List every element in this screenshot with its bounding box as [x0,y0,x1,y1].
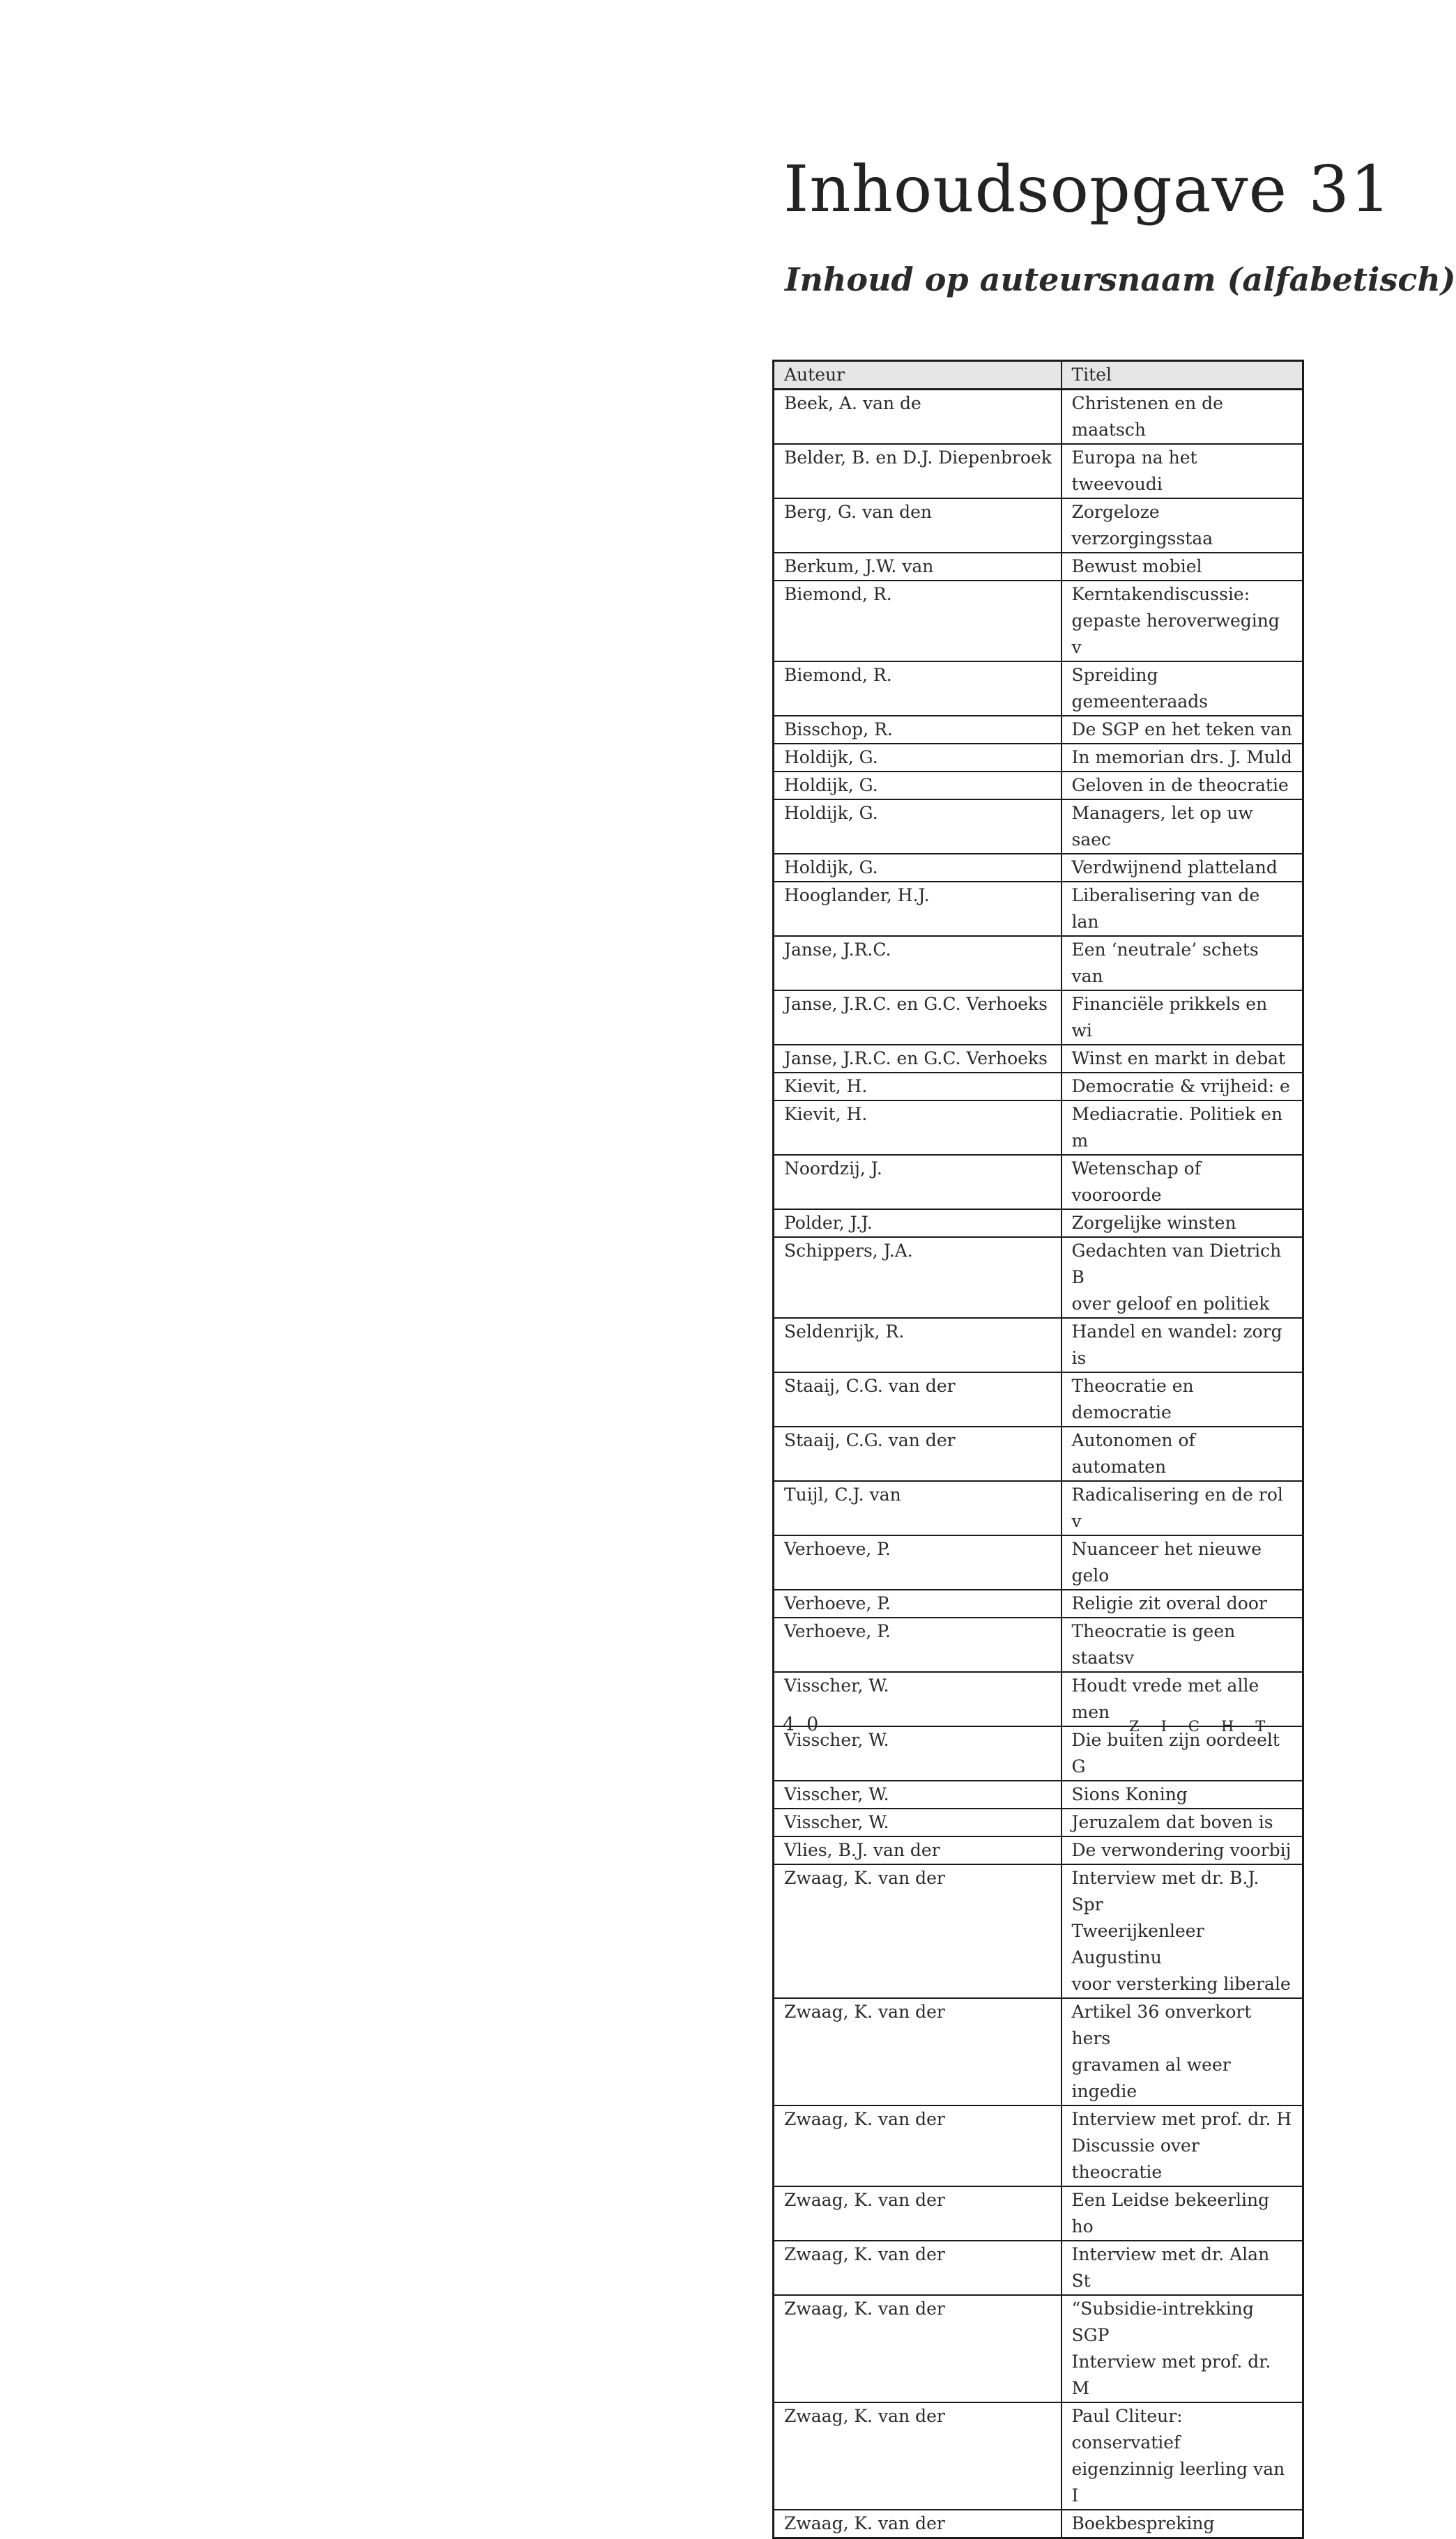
title-cell: Financiële prikkels en wi [1062,990,1303,1045]
table-row [774,1073,1303,1100]
title-cell: Radicalisering en de rol v [1062,1481,1303,1535]
title-cell: Geloven in de theocratie [1062,772,1303,799]
title-cell: Sions Koning [1062,1781,1303,1809]
author-cell: Staaij, C.G. van der [774,1427,1062,1481]
author-cell: Kievit, H. [774,1073,1062,1100]
table-row [774,1100,1303,1155]
table-row [774,498,1303,553]
author-cell: Schippers, J.A. [774,1237,1062,1318]
author-cell: Holdijk, G. [774,854,1062,882]
table-row [774,390,1303,445]
table-row [774,1427,1303,1481]
table-row [774,444,1303,498]
table-row [774,1481,1303,1535]
author-cell: Zwaag, K. van der [774,2510,1062,2538]
author-cell: Zwaag, K. van der [774,2105,1062,2186]
title-cell: Autonomen of automaten [1062,1427,1303,1481]
author-cell: Zwaag, K. van der [774,2186,1062,2241]
title-cell: Nuanceer het nieuwe gelo [1062,1535,1303,1590]
title-cell: Mediacratie. Politiek en m [1062,1100,1303,1155]
title-cell: Paul Cliteur: conservatief eigenzinnig leerling van I [1062,2402,1303,2510]
author-cell: Zwaag, K. van der [774,1998,1062,2105]
title-cell: Een Leidse bekeerling ho [1062,2186,1303,2241]
author-cell: Holdijk, G. [774,772,1062,799]
title-cell: Verdwijnend platteland [1062,854,1303,882]
author-cell: Seldenrijk, R. [774,1318,1062,1372]
table-row [774,1318,1303,1372]
table-row [774,1618,1303,1672]
title-cell: Bewust mobiel [1062,553,1303,581]
author-cell: Verhoeve, P. [774,1590,1062,1618]
title-cell: Religie zit overal door [1062,1590,1303,1618]
author-cell: Verhoeve, P. [774,1618,1062,1672]
title-cell: De SGP en het teken van [1062,716,1303,744]
author-cell: Noordzij, J. [774,1155,1062,1209]
table-row [774,716,1303,744]
title-cell: Christenen en de maatsch [1062,390,1303,445]
table-row [774,854,1303,882]
table-body [774,390,1303,2538]
table-row [774,2510,1303,2538]
page-number: 40 [783,1714,831,1735]
author-cell: Janse, J.R.C. [774,936,1062,990]
table-row [774,1237,1303,1318]
journal-name: ZICHT [1129,1718,1287,1735]
table-row [774,1781,1303,1809]
page-subtitle: Inhoud op auteursnaam (alfabetisch) [785,261,1456,298]
author-cell: Belder, B. en D.J. Diepenbroek [774,444,1062,498]
author-cell: Visscher, W. [774,1781,1062,1809]
author-cell: Verhoeve, P. [774,1535,1062,1590]
title-cell: “Subsidie-intrekking SGP Interview met prof. dr. M [1062,2295,1303,2402]
table-row [774,1045,1303,1073]
author-cell: Berg, G. van den [774,498,1062,553]
table-row [774,2186,1303,2241]
title-cell: Artikel 36 onverkort hers gravamen al weer ingedie [1062,1998,1303,2105]
table-row [774,2295,1303,2402]
author-cell: Zwaag, K. van der [774,2295,1062,2402]
title-cell: Spreiding gemeenteraads [1062,661,1303,716]
table-header [774,361,1303,390]
author-cell: Janse, J.R.C. en G.C. Verhoeks [774,990,1062,1045]
author-cell: Berkum, J.W. van [774,553,1062,581]
title-cell: Boekbespreking [1062,2510,1303,2538]
author-cell: Kievit, H. [774,1100,1062,1155]
table-row [774,1590,1303,1618]
author-cell: Biemond, R. [774,661,1062,716]
table-row [774,661,1303,716]
author-cell: Visscher, W. [774,1809,1062,1836]
table-row [774,553,1303,581]
table-row [774,772,1303,799]
table-row [774,1998,1303,2105]
title-cell: Een ‘neutrale’ schets van [1062,936,1303,990]
title-cell: Theocratie en democratie [1062,1372,1303,1427]
author-cell: Holdijk, G. [774,799,1062,854]
table-row [774,2402,1303,2510]
title-cell: Winst en markt in debat [1062,1045,1303,1073]
table-row [774,1155,1303,1209]
contents-table [772,360,1304,2539]
title-cell: Europa na het tweevoudi [1062,444,1303,498]
table-row [774,1372,1303,1427]
table-row [774,990,1303,1045]
title-cell: Wetenschap of vooroorde [1062,1155,1303,1209]
author-cell: Hooglander, H.J. [774,882,1062,936]
author-cell: Polder, J.J. [774,1209,1062,1237]
table-row [774,882,1303,936]
title-cell: Kerntakendiscussie: gepaste heroverweging v [1062,581,1303,661]
title-cell: In memorian drs. J. Muld [1062,744,1303,772]
title-cell: Jeruzalem dat boven is [1062,1809,1303,1836]
title-cell: Theocratie is geen staatsv [1062,1618,1303,1672]
table-row [774,2241,1303,2295]
author-cell: Zwaag, K. van der [774,2402,1062,2510]
title-cell: Zorgelijke winsten [1062,1209,1303,1237]
page-title: Inhoudsopgave 31 [783,152,1392,227]
table-row [774,2105,1303,2186]
column-header-title: Titel [1062,361,1303,390]
author-cell: Beek, A. van de [774,390,1062,445]
author-cell: Staaij, C.G. van der [774,1372,1062,1427]
author-cell: Zwaag, K. van der [774,1864,1062,1998]
author-cell: Tuijl, C.J. van [774,1481,1062,1535]
title-cell: Interview met dr. B.J. Spr Tweerijkenleer Augustinu voor versterking liberale [1062,1864,1303,1998]
column-header-author: Auteur [774,361,1062,390]
table-row [774,1535,1303,1590]
author-cell: Zwaag, K. van der [774,2241,1062,2295]
title-cell: Democratie & vrijheid: e [1062,1073,1303,1100]
author-cell: Visscher, W. [774,1672,1062,1726]
author-cell: Visscher, W. [774,1726,1062,1781]
table-row [774,1836,1303,1864]
title-cell: Interview met dr. Alan St [1062,2241,1303,2295]
table-row [774,799,1303,854]
author-cell: Biemond, R. [774,581,1062,661]
table-row [774,1809,1303,1836]
table-row [774,744,1303,772]
author-cell: Bisschop, R. [774,716,1062,744]
title-cell: Managers, let op uw saec [1062,799,1303,854]
author-cell: Vlies, B.J. van der [774,1836,1062,1864]
title-cell: De verwondering voorbij [1062,1836,1303,1864]
table-row [774,936,1303,990]
title-cell: Zorgeloze verzorgingsstaa [1062,498,1303,553]
header-row [774,361,1303,390]
title-cell: Interview met prof. dr. H Discussie over theocratie [1062,2105,1303,2186]
title-cell: Liberalisering van de lan [1062,882,1303,936]
author-cell: Holdijk, G. [774,744,1062,772]
author-cell: Janse, J.R.C. en G.C. Verhoeks [774,1045,1062,1073]
table-row [774,1209,1303,1237]
title-cell: Gedachten van Dietrich B over geloof en politiek [1062,1237,1303,1318]
title-cell: Die buiten zijn oordeelt G [1062,1726,1303,1781]
title-cell: Houdt vrede met alle men [1062,1672,1303,1726]
title-cell: Handel en wandel: zorg is [1062,1318,1303,1372]
table-row [774,1864,1303,1998]
table-row [774,581,1303,661]
